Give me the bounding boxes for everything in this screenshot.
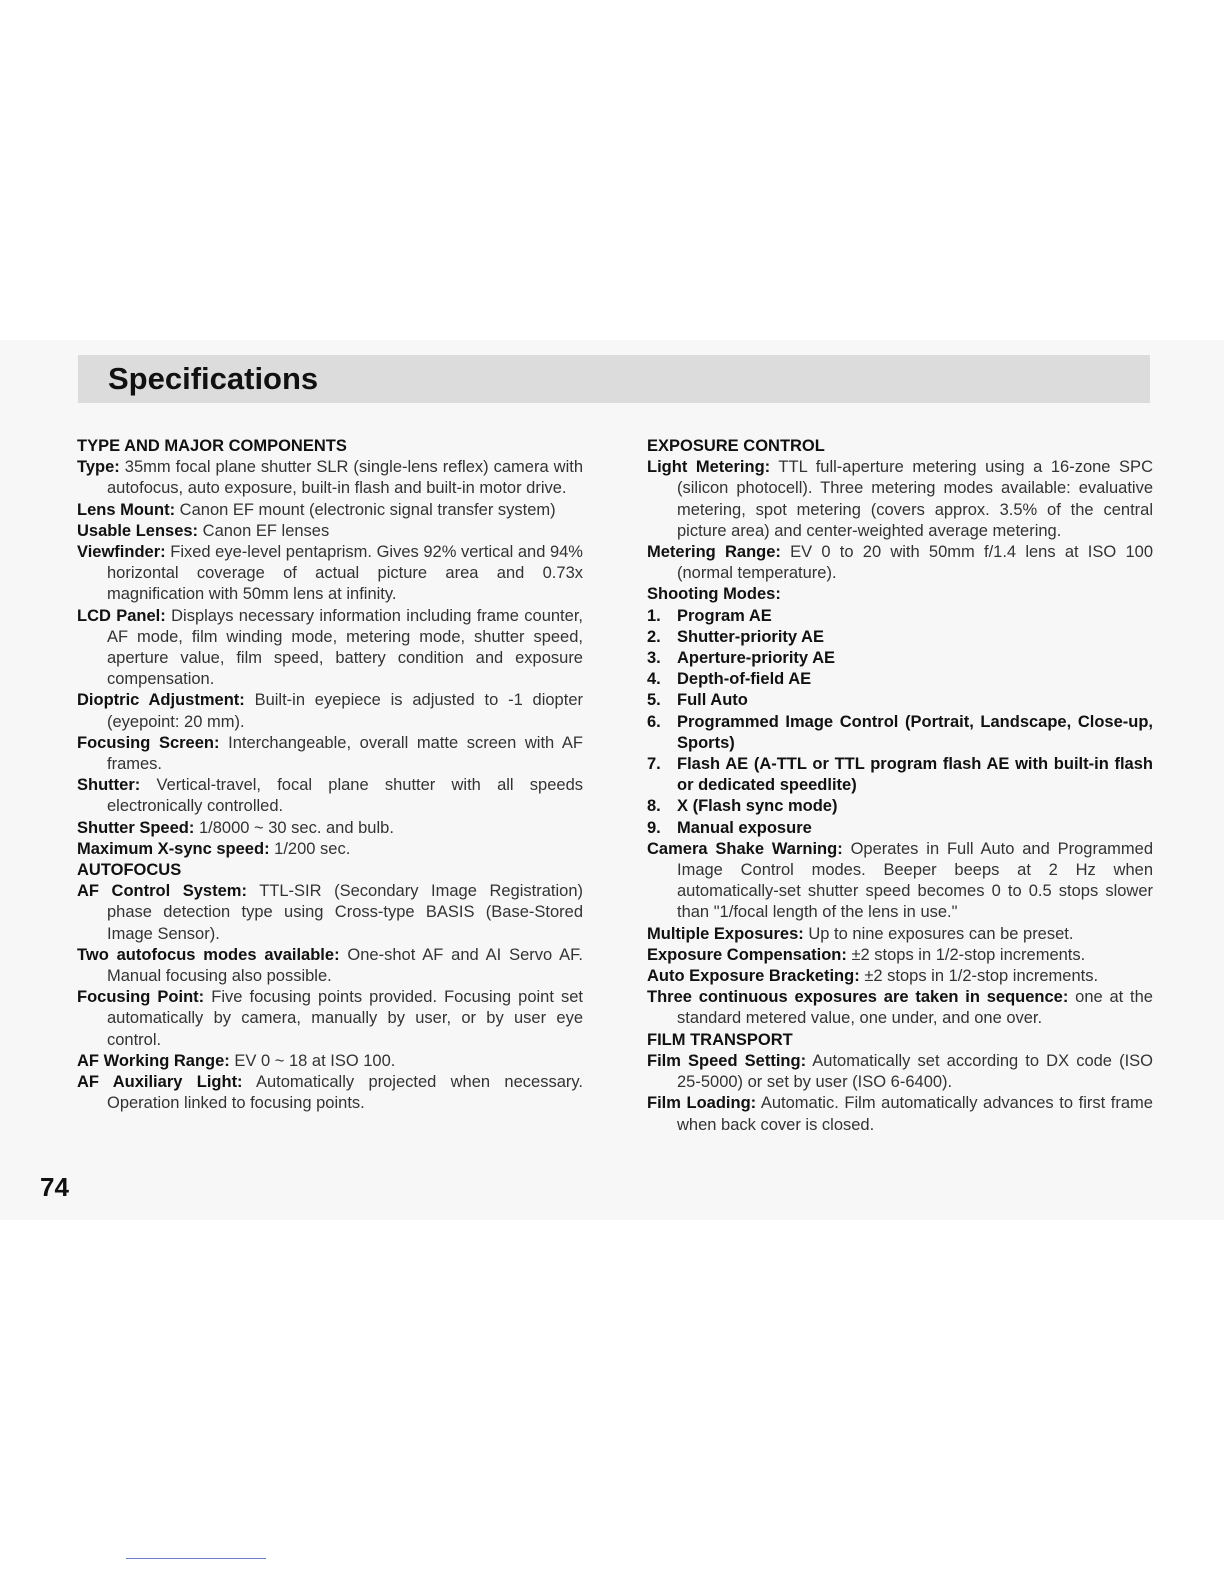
mode-number: 4. xyxy=(647,670,661,689)
spec-label: Shutter Speed: xyxy=(77,818,195,837)
spec-text: 35mm focal plane shutter SLR (single-lens reflex) camera with autofocus, auto exposure, built-in flash and built-in motor drive. xyxy=(107,458,583,498)
spec-label: Auto Exposure Bracketing: xyxy=(647,967,860,986)
mode-number: 2. xyxy=(647,627,661,646)
section-heading-film: FILM TRANSPORT xyxy=(647,1030,793,1049)
spec-text: ±2 stops in 1/2-stop increments. xyxy=(864,967,1099,986)
footer-rule xyxy=(126,1558,266,1559)
spec-text: Five focusing points provided. Focusing point set automatically by camera, manually by user, or by user eye control. xyxy=(107,988,584,1049)
spec-text: Canon EF mount (electronic signal transfer system) xyxy=(179,500,556,519)
spec-shutter xyxy=(77,775,583,817)
mode-item xyxy=(647,754,1153,796)
spec-label: Shutter: xyxy=(77,776,141,795)
spec-text: Built-in eyepiece is adjusted to -1 diopter (eyepoint: 20 mm). xyxy=(107,691,583,731)
spec-focusing-screen xyxy=(77,733,583,775)
mode-number: 1. xyxy=(647,606,661,625)
spec-shutter-speed xyxy=(77,818,583,839)
spec-shake-warning xyxy=(647,839,1153,924)
spec-label: Viewfinder: xyxy=(77,543,166,562)
spec-label: Light Metering: xyxy=(647,458,771,477)
mode-text: Program AE xyxy=(677,606,772,625)
mode-text: Manual exposure xyxy=(677,818,812,837)
spec-usable-lenses xyxy=(77,521,583,542)
mode-item xyxy=(647,606,1153,627)
spec-film-speed xyxy=(647,1051,1153,1093)
spec-aeb xyxy=(647,966,1153,987)
mode-number: 6. xyxy=(647,712,661,731)
mode-number: 9. xyxy=(647,818,661,837)
mode-item xyxy=(647,627,1153,648)
spec-label: Focusing Screen: xyxy=(77,733,220,752)
spec-light-metering xyxy=(647,457,1153,542)
spec-label: AF Control System: xyxy=(77,882,247,901)
spec-af-modes xyxy=(77,945,583,987)
spec-label: Focusing Point: xyxy=(77,988,205,1007)
mode-text: Aperture-priority AE xyxy=(677,649,835,668)
spec-type xyxy=(77,457,583,499)
mode-text: Depth-of-field AE xyxy=(677,670,812,689)
spec-label: Type: xyxy=(77,458,120,477)
mode-text: X (Flash sync mode) xyxy=(677,797,838,816)
spec-label: Dioptric Adjustment: xyxy=(77,691,245,710)
mode-item xyxy=(647,796,1153,817)
mode-number: 5. xyxy=(647,691,661,710)
spec-af-control xyxy=(77,881,583,945)
spec-text: EV 0 ~ 18 at ISO 100. xyxy=(234,1051,396,1070)
spec-text: One-shot AF and AI Servo AF. Manual focusing also possible. xyxy=(107,945,583,986)
spec-label: Multiple Exposures: xyxy=(647,924,804,943)
section-heading-type: TYPE AND MAJOR COMPONENTS xyxy=(77,437,347,455)
spec-text: Automatic. Film automatically advances to first frame when back cover is closed. xyxy=(677,1094,1153,1134)
mode-item xyxy=(647,669,1153,690)
spec-label: Film Speed Setting: xyxy=(647,1051,807,1070)
spec-metering-range xyxy=(647,542,1153,584)
spec-text: Automatically set according to DX code (ISO 25-5000) or set by user (ISO 6-6400). xyxy=(677,1051,1153,1092)
spec-af-range xyxy=(77,1051,583,1072)
spec-label: Camera Shake Warning: xyxy=(647,839,843,858)
spec-label: Exposure Compensation: xyxy=(647,945,847,964)
spec-label: Two autofocus modes available: xyxy=(77,945,340,964)
spec-label: AF Working Range: xyxy=(77,1051,230,1070)
spec-text: 1/200 sec. xyxy=(274,839,351,858)
spec-focusing-point xyxy=(77,987,583,1051)
spec-text: Displays necessary information including frame counter, AF mode, film winding mode, metering mode, shutter speed, aperture value, film speed, battery condition and exposure compensation. xyxy=(107,606,583,689)
shooting-modes-heading: Shooting Modes: xyxy=(647,585,781,604)
spec-text: TTL full-aperture metering using a 16-zone SPC (silicon photocell). Three metering modes available: evaluative metering, spot metering (covers approx. 3.5% of the central picture area) and center-weighted average metering. xyxy=(677,458,1153,540)
spec-text: Automatically projected when necessary. Operation linked to focusing points. xyxy=(107,1073,583,1113)
spec-xsync xyxy=(77,839,583,860)
spec-text: Fixed eye-level pentaprism. Gives 92% vertical and 94% horizontal coverage of actual picture area and 0.73x magnification with 50mm lens at infinity. xyxy=(107,543,583,604)
mode-item xyxy=(647,818,1153,839)
spec-multiple-exposures xyxy=(647,924,1153,945)
mode-item xyxy=(647,712,1153,754)
spec-label: Metering Range: xyxy=(647,543,781,562)
section-heading-exposure: EXPOSURE CONTROL xyxy=(647,437,825,455)
section-heading-autofocus: AUTOFOCUS xyxy=(77,861,182,880)
spec-label: Film Loading: xyxy=(647,1094,757,1113)
mode-item xyxy=(647,690,1153,711)
spec-text: 1/8000 ~ 30 sec. and bulb. xyxy=(198,818,394,837)
right-column xyxy=(647,436,1153,1136)
spec-text: Vertical-travel, focal plane shutter with all speeds electronically controlled. xyxy=(107,776,583,816)
mode-text: Shutter-priority AE xyxy=(677,627,824,646)
spec-text: one at the standard metered value, one under, and one over. xyxy=(677,988,1153,1028)
spec-text: TTL-SIR (Secondary Image Registration) phase detection type using Cross-type BASIS (Base-Stored Image Sensor). xyxy=(107,882,583,943)
spec-viewfinder xyxy=(77,542,583,606)
spec-exposure-comp xyxy=(647,945,1153,966)
spec-lcd-panel xyxy=(77,606,583,691)
spec-label: Usable Lenses: xyxy=(77,521,199,540)
spec-text: Operates in Full Auto and Programmed Image Control modes. Beeper beeps at 2 Hz when automatically-set shutter speed becomes 0 to 0.5 stops slower than "1/focal length of the lens in use." xyxy=(677,839,1153,922)
mode-number: 3. xyxy=(647,649,661,668)
spec-af-aux xyxy=(77,1072,583,1114)
spec-label: Lens Mount: xyxy=(77,500,176,519)
title-bar xyxy=(78,355,1150,403)
page-number: 74 xyxy=(40,1172,69,1202)
mode-number: 8. xyxy=(647,797,661,816)
spec-three-exposures xyxy=(647,987,1153,1029)
spec-text: ±2 stops in 1/2-stop increments. xyxy=(851,945,1086,964)
mode-number: 7. xyxy=(647,755,661,774)
mode-item xyxy=(647,648,1153,669)
spec-text: Interchangeable, overall matte screen with AF frames. xyxy=(107,733,584,774)
spec-text: Up to nine exposures can be preset. xyxy=(808,924,1074,943)
spec-lens-mount xyxy=(77,500,583,521)
spec-label: Maximum X-sync speed: xyxy=(77,839,270,858)
spec-label: AF Auxiliary Light: xyxy=(77,1073,243,1092)
spec-text: EV 0 to 20 with 50mm f/1.4 lens at ISO 100 (normal temperature). xyxy=(677,543,1153,583)
page-title: Specifications xyxy=(108,361,319,396)
spec-text: Canon EF lenses xyxy=(202,521,330,540)
mode-text: Programmed Image Control (Portrait, Landscape, Close-up, Sports) xyxy=(677,712,1153,752)
spec-label: Three continuous exposures are taken in sequence: xyxy=(647,988,1069,1007)
spec-film-loading xyxy=(647,1093,1153,1135)
mode-text: Flash AE (A-TTL or TTL program flash AE with built-in flash or dedicated speedlite) xyxy=(677,755,1153,795)
left-column xyxy=(77,436,583,1115)
spec-dioptric xyxy=(77,690,583,732)
spec-label: LCD Panel: xyxy=(77,606,166,625)
mode-text: Full Auto xyxy=(677,691,748,710)
